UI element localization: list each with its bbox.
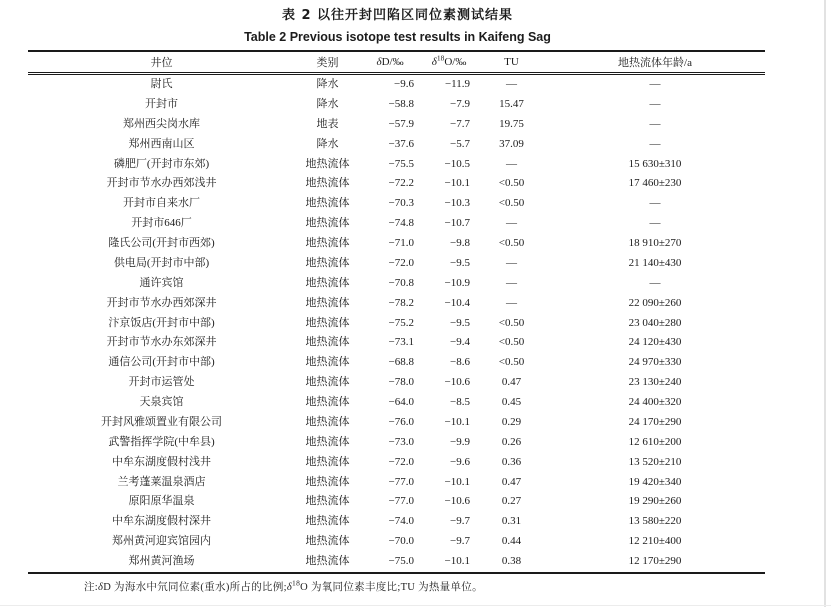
cell-well: 开封市自来水厂 bbox=[123, 197, 200, 210]
table-row bbox=[28, 532, 765, 552]
footnote-dD-text: D 为海水中氘同位素(重水)所占的比例; bbox=[103, 582, 287, 593]
cell-well: 隆氏公司(开封市西郊) bbox=[108, 237, 215, 249]
cell-TU: — bbox=[506, 296, 517, 309]
cell-TU: 19.75 bbox=[499, 117, 524, 130]
cell-TU: 0.29 bbox=[501, 415, 522, 428]
cell-age: 18 910±270 bbox=[628, 237, 682, 249]
cell-dD: −75.2 bbox=[388, 316, 414, 329]
cell-d18O: −10.6 bbox=[444, 495, 470, 508]
cell-dD: −75.5 bbox=[388, 157, 414, 170]
cell-category: 地热流体 bbox=[305, 435, 350, 448]
cell-age: 24 120±430 bbox=[628, 336, 682, 349]
isotope-table-wrap bbox=[28, 50, 765, 574]
cell-category: 地热流体 bbox=[305, 197, 350, 210]
table-row bbox=[28, 155, 765, 175]
cell-d18O: −10.9 bbox=[444, 276, 470, 289]
cell-age: 12 610±200 bbox=[628, 435, 682, 448]
cell-well: 开封风雅颂置业有限公司 bbox=[101, 415, 222, 428]
cell-TU: 0.36 bbox=[501, 455, 522, 468]
cell-dD: −70.3 bbox=[388, 197, 414, 210]
table-titles bbox=[0, 7, 795, 46]
table-row bbox=[28, 473, 765, 493]
cell-d18O: −7.7 bbox=[450, 117, 470, 130]
cell-category: 地热流体 bbox=[305, 455, 350, 468]
cell-dD: −9.6 bbox=[394, 78, 414, 90]
table-row bbox=[28, 314, 765, 334]
cell-TU: <0.50 bbox=[498, 237, 525, 249]
cell-category: 地热流体 bbox=[295, 552, 360, 573]
table-row bbox=[28, 492, 765, 512]
cell-TU: 0.47 bbox=[501, 376, 522, 389]
cell-d18O: −8.5 bbox=[450, 396, 470, 408]
cell-well: 郑州西南山区 bbox=[128, 137, 195, 150]
cell-d18O: −10.6 bbox=[444, 376, 470, 389]
cell-age: 12 170±290 bbox=[545, 552, 765, 573]
cell-well: 开封市646厂 bbox=[131, 217, 192, 230]
cell-age: — bbox=[649, 97, 661, 110]
isotope-table bbox=[28, 50, 765, 574]
cell-category: 降水 bbox=[316, 137, 339, 150]
cell-TU: — bbox=[506, 217, 517, 230]
cell-category: 地热流体 bbox=[305, 475, 350, 488]
table-row bbox=[28, 393, 765, 413]
footnote-d18O-delta: δ bbox=[286, 582, 293, 593]
cell-d18O: −9.4 bbox=[450, 336, 470, 349]
cell-category: 地热流体 bbox=[305, 177, 350, 190]
footnote-dD-delta: δ bbox=[98, 582, 104, 593]
cell-age: — bbox=[649, 217, 661, 230]
cell-TU: 0.45 bbox=[501, 396, 522, 408]
page-edge-bottom bbox=[0, 605, 831, 606]
cell-well: 汴京饭店(开封市中部) bbox=[108, 316, 215, 329]
cell-well: 武警指挥学院(中牟县) bbox=[108, 435, 215, 448]
cell-category: 降水 bbox=[316, 78, 339, 90]
cell-TU: <0.50 bbox=[498, 356, 525, 369]
cell-dD: −77.0 bbox=[388, 495, 414, 508]
cell-TU: <0.50 bbox=[498, 316, 525, 329]
cell-age: 22 090±260 bbox=[628, 296, 682, 309]
table-row bbox=[28, 194, 765, 214]
table-row bbox=[28, 294, 765, 314]
cell-d18O: −10.1 bbox=[444, 177, 470, 190]
table-row bbox=[28, 74, 765, 95]
cell-age: 13 580±220 bbox=[628, 515, 682, 528]
cell-category: 地热流体 bbox=[305, 356, 350, 369]
cell-d18O: −10.7 bbox=[444, 217, 470, 230]
table-row bbox=[28, 95, 765, 115]
cell-well: 兰考蓬莱温泉酒店 bbox=[117, 475, 206, 488]
table-title-zh: 表 2 以往开封凹陷区同位素测试结果 bbox=[281, 8, 514, 23]
cell-dD: −77.0 bbox=[388, 475, 414, 488]
cell-well: 开封市节水办西郊浅井 bbox=[106, 177, 217, 190]
cell-category: 地热流体 bbox=[305, 256, 350, 269]
cell-d18O: −7.9 bbox=[450, 97, 470, 110]
cell-TU: 37.09 bbox=[499, 137, 524, 150]
header-category: 类别 bbox=[295, 51, 360, 74]
cell-well: 尉氏 bbox=[150, 78, 173, 90]
cell-d18O: −9.6 bbox=[450, 455, 470, 468]
cell-category: 地热流体 bbox=[305, 495, 350, 508]
cell-age: 21 140±430 bbox=[628, 256, 682, 269]
cell-dD: −68.8 bbox=[388, 356, 414, 369]
cell-well: 中牟东湖度假村浅井 bbox=[112, 455, 211, 468]
cell-dD: −70.0 bbox=[388, 535, 414, 548]
cell-d18O: −10.1 bbox=[444, 475, 470, 488]
cell-TU: — bbox=[506, 78, 517, 90]
cell-TU: <0.50 bbox=[498, 197, 525, 210]
header-age: 地热流体年龄/a bbox=[545, 51, 765, 74]
cell-age: 13 520±210 bbox=[628, 455, 682, 468]
cell-TU: <0.50 bbox=[498, 177, 525, 190]
cell-well: 天泉宾馆 bbox=[139, 396, 184, 408]
cell-category: 地热流体 bbox=[305, 396, 350, 408]
cell-dD: −57.9 bbox=[388, 117, 414, 130]
table-footnote bbox=[84, 579, 483, 594]
cell-d18O: −9.7 bbox=[450, 535, 470, 548]
cell-TU: 0.27 bbox=[501, 495, 522, 508]
cell-well: 郑州黄河迎宾馆园内 bbox=[112, 535, 211, 548]
table-row bbox=[28, 115, 765, 135]
cell-well: 原阳原华温泉 bbox=[128, 495, 195, 508]
page-edge-vertical bbox=[824, 0, 826, 607]
cell-category: 地热流体 bbox=[305, 157, 350, 170]
cell-d18O: −9.5 bbox=[450, 256, 470, 269]
cell-category: 地热流体 bbox=[305, 415, 350, 428]
cell-d18O: −9.9 bbox=[450, 435, 470, 448]
cell-TU: — bbox=[506, 157, 517, 170]
cell-age: 24 970±330 bbox=[628, 356, 682, 369]
cell-TU: — bbox=[506, 256, 517, 269]
cell-age: 23 130±240 bbox=[628, 376, 682, 389]
header-row bbox=[28, 51, 765, 74]
table-row bbox=[28, 453, 765, 473]
cell-TU: — bbox=[506, 276, 517, 289]
table-row bbox=[28, 234, 765, 254]
header-d18O-delta: δ bbox=[431, 56, 437, 68]
cell-dD: −76.0 bbox=[388, 415, 414, 428]
header-d18O bbox=[420, 51, 478, 74]
header-dD bbox=[360, 51, 420, 74]
cell-age: 17 460±230 bbox=[628, 177, 682, 190]
footnote-prefix: 注: bbox=[84, 582, 99, 593]
cell-age: 23 040±280 bbox=[628, 316, 682, 329]
cell-dD: −72.0 bbox=[388, 455, 414, 468]
cell-age: — bbox=[649, 117, 661, 130]
cell-d18O: −11.9 bbox=[444, 78, 470, 90]
cell-d18O: −8.6 bbox=[450, 356, 470, 369]
cell-category: 地热流体 bbox=[305, 535, 350, 548]
cell-category: 地热流体 bbox=[305, 376, 350, 389]
cell-d18O: −9.5 bbox=[450, 316, 470, 329]
cell-category: 地热流体 bbox=[305, 217, 350, 230]
table-row bbox=[28, 254, 765, 274]
cell-TU: 0.31 bbox=[501, 515, 522, 528]
footnote-d18O-sup: 18 bbox=[292, 578, 301, 588]
cell-category: 地热流体 bbox=[305, 515, 350, 528]
header-well: 井位 bbox=[28, 51, 295, 74]
table-row bbox=[28, 174, 765, 194]
cell-dD: −78.0 bbox=[388, 376, 414, 389]
cell-dD: −37.6 bbox=[388, 137, 414, 150]
cell-TU: 15.47 bbox=[499, 97, 524, 110]
cell-age: 24 170±290 bbox=[628, 415, 682, 428]
table-row bbox=[28, 135, 765, 155]
cell-age: — bbox=[649, 197, 661, 210]
cell-TU: 0.47 bbox=[501, 475, 522, 488]
cell-dD: −75.0 bbox=[360, 552, 420, 573]
header-dD-rest: D/‰ bbox=[381, 56, 404, 68]
cell-well: 郑州西尖岗水库 bbox=[123, 117, 200, 130]
cell-well: 通许宾馆 bbox=[139, 276, 184, 289]
cell-dD: −64.0 bbox=[388, 396, 414, 408]
header-TU: TU bbox=[478, 51, 545, 74]
table-row bbox=[28, 413, 765, 433]
table-row bbox=[28, 333, 765, 353]
cell-category: 降水 bbox=[316, 97, 339, 110]
header-dD-delta: δ bbox=[376, 56, 382, 68]
cell-well: 开封市运管处 bbox=[128, 376, 195, 389]
cell-d18O: −9.8 bbox=[450, 237, 470, 249]
cell-d18O: −10.3 bbox=[444, 197, 470, 210]
cell-dD: −72.0 bbox=[388, 256, 414, 269]
cell-dD: −74.8 bbox=[388, 217, 414, 230]
cell-d18O: −10.1 bbox=[444, 415, 470, 428]
header-d18O-rest: O/‰ bbox=[444, 56, 467, 68]
cell-age: 15 630±310 bbox=[628, 157, 682, 170]
header-d18O-sup: 18 bbox=[436, 53, 445, 63]
isotope-table-header bbox=[28, 51, 765, 74]
cell-dD: −73.1 bbox=[388, 336, 414, 349]
cell-well: 中牟东湖度假村深井 bbox=[112, 515, 211, 528]
cell-age: 24 400±320 bbox=[628, 396, 682, 408]
cell-TU: 0.38 bbox=[478, 552, 545, 573]
cell-d18O: −5.7 bbox=[450, 137, 470, 150]
cell-age: 12 210±400 bbox=[628, 535, 682, 548]
cell-TU: 0.44 bbox=[501, 535, 522, 548]
cell-dD: −74.0 bbox=[388, 515, 414, 528]
cell-age: 19 290±260 bbox=[628, 495, 682, 508]
table-row bbox=[28, 214, 765, 234]
cell-category: 地热流体 bbox=[305, 296, 350, 309]
cell-age: 19 420±340 bbox=[628, 475, 682, 488]
cell-dD: −72.2 bbox=[388, 177, 414, 190]
cell-well: 通信公司(开封市中部) bbox=[108, 356, 215, 369]
cell-well: 开封市节水办东郊深井 bbox=[106, 336, 217, 349]
cell-d18O: −9.7 bbox=[450, 515, 470, 528]
cell-age: — bbox=[649, 78, 661, 90]
cell-dD: −78.2 bbox=[388, 296, 414, 309]
cell-d18O: −10.5 bbox=[444, 157, 470, 170]
table-row bbox=[28, 353, 765, 373]
cell-well: 磷肥厂(开封市东郊) bbox=[113, 157, 210, 170]
cell-d18O: −10.1 bbox=[420, 552, 478, 573]
footnote-d18O-text: O 为氧同位素丰度比;TU 为热量单位。 bbox=[300, 582, 483, 593]
cell-category: 地热流体 bbox=[305, 336, 350, 349]
table-row bbox=[28, 552, 765, 573]
cell-age: — bbox=[649, 276, 661, 289]
cell-TU: 0.26 bbox=[501, 435, 522, 448]
cell-d18O: −10.4 bbox=[444, 296, 470, 309]
isotope-table-body bbox=[28, 74, 765, 573]
cell-category: 地热流体 bbox=[305, 316, 350, 329]
table-row bbox=[28, 274, 765, 294]
cell-dD: −70.8 bbox=[388, 276, 414, 289]
cell-dD: −73.0 bbox=[388, 435, 414, 448]
cell-well: 开封市节水办西郊深井 bbox=[106, 296, 217, 309]
cell-age: — bbox=[649, 137, 661, 150]
cell-dD: −58.8 bbox=[388, 97, 414, 110]
cell-category: 地表 bbox=[316, 117, 339, 130]
cell-dD: −71.0 bbox=[388, 237, 414, 249]
table-row bbox=[28, 433, 765, 453]
cell-category: 地热流体 bbox=[305, 276, 350, 289]
table-row bbox=[28, 512, 765, 532]
cell-TU: <0.50 bbox=[498, 336, 525, 349]
table-title-en: Table 2 Previous isotope test results in Kaifeng Sag bbox=[244, 30, 551, 44]
cell-category: 地热流体 bbox=[305, 237, 350, 249]
cell-well: 郑州黄河渔场 bbox=[28, 552, 295, 573]
cell-well: 开封市 bbox=[145, 97, 178, 110]
cell-well: 供电局(开封市中部) bbox=[113, 256, 210, 269]
table-row bbox=[28, 373, 765, 393]
